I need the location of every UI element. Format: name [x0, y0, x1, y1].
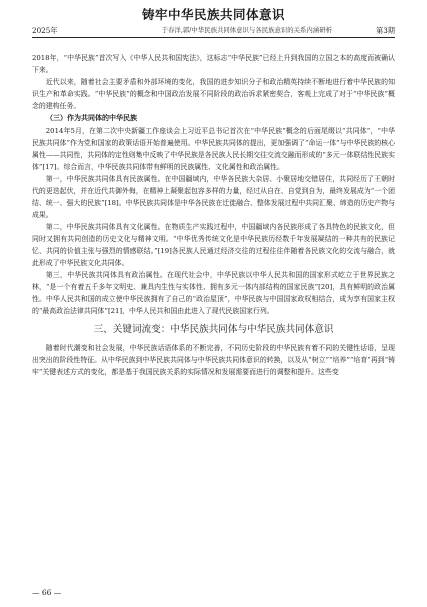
paragraph: 第三，中华民族共同体具有政治属性。在现代社会中，中华民族以中华人民共和国的国家形式屹立于世界民族之林，“是一个有着五千多年文明史、兼具内生性与实体性、拥有多元一体内部结构的国家民族”[20]，具有鲜明的政治属性。中华人民共和国的成立使中华民族拥有了自己的“政治屋顶”，中华民族与中国国家政权相结合，成为享有国家主权的“最高政治法律共同体”[21]，中华人民共和国由此进入了现代民族国家行列。	[32, 271, 395, 315]
header-year: 2025年	[32, 26, 58, 35]
paragraph: 第二，中华民族共同体具有文化属性。在物质生产实践过程中，中国疆域内各民族形成了各具特色的民族文化，但同时又拥有共同创造的历史文化与精神文明。“中华优秀传统文化是中华民族历经数千年发展凝结的一种共有的民族记忆、共同的价值主张与强烈的情感联结。”[19]各民族人民通过经济交往的过程往往伴随着各民族文化的交流与融合，就此形成了中华民族文化共同体。	[32, 223, 395, 267]
header-article-title: 于春洋,郭/中华民族共同体意识与各民族意识的关系内涵研析	[161, 26, 332, 34]
journal-title: 铸牢中华民族共同体意识	[141, 7, 285, 22]
running-header	[32, 24, 395, 38]
paragraph: 随着时代潮变和社会发展，中华民族话语体系的不断完善，不同历史阶段的中华民族有着不同的关键性话语，呈现出突出的阶段性特征。从中华民族到中华民族共同体与中华民族共同体意识的转换，以及从“树立”“培养”“培育”再到“铸牢”关键表述方式的变化，都是基于我国民族关系的实际情况和发展需要而进行的调整和提升。这些变	[32, 344, 395, 376]
section-heading: 三、关键词流变：中华民族共同体与中华民族共同体意识	[93, 324, 334, 335]
paragraph: 2014年5月，在第二次中央新疆工作座谈会上习近平总书记首次在“中华民族”概念的后面尾缀以“共同体”，“中华民族共同体”作为党和国家的政策话语开始普遍使用。中华民族共同体的提出，更加强调了“命运一体”与中华民族的核心属性——共同性，共同体的定性则集中反映了中华民族是各民族人民长期交往交流交融而形成的“多元一体联结性民族实体”[17]。综合而言，中华民族共同体带有鲜明的民族属性、文化属性和政治属性。	[32, 127, 395, 171]
page-number: — 66 —	[32, 588, 62, 597]
paragraph: 2018年，“中华民族”首次写入《中华人民共和国宪法》，这标志“中华民族”已经上升到我国的立国之本的高度而被确认下来。	[32, 54, 395, 74]
subsection-heading: （三）作为共同体的中华民族	[46, 114, 137, 122]
paragraph: 近代以来，随着社会主要矛盾和外部环境的变化，我国的进步知识分子和政治精英持续不断地进行着中华民族的知识生产和革命实践。“中华民族”的概念和中国政治发展不同阶段的政治诉求紧密契合，客观上完成了对于“中华民族”概念的建构任务。	[32, 78, 395, 110]
header-issue: 第3期	[376, 26, 395, 35]
article-body	[32, 52, 395, 378]
paragraph: 第一，中华民族共同体具有民族属性。在中国疆域内，中华各民族大杂居、小聚居地交错居住，共同经历了王朝时代的更迭起伏，并在近代共御外侮，在精神上凝聚起包容多样的力量，经过从自在、自觉到自为，最终发展成为“一个团结、统一、强大的民族”[18]。中华民族共同体是中华各民族在迁徙融合、整体发展过程中共同汇聚、缔造的历史产物与成果。	[32, 175, 395, 219]
